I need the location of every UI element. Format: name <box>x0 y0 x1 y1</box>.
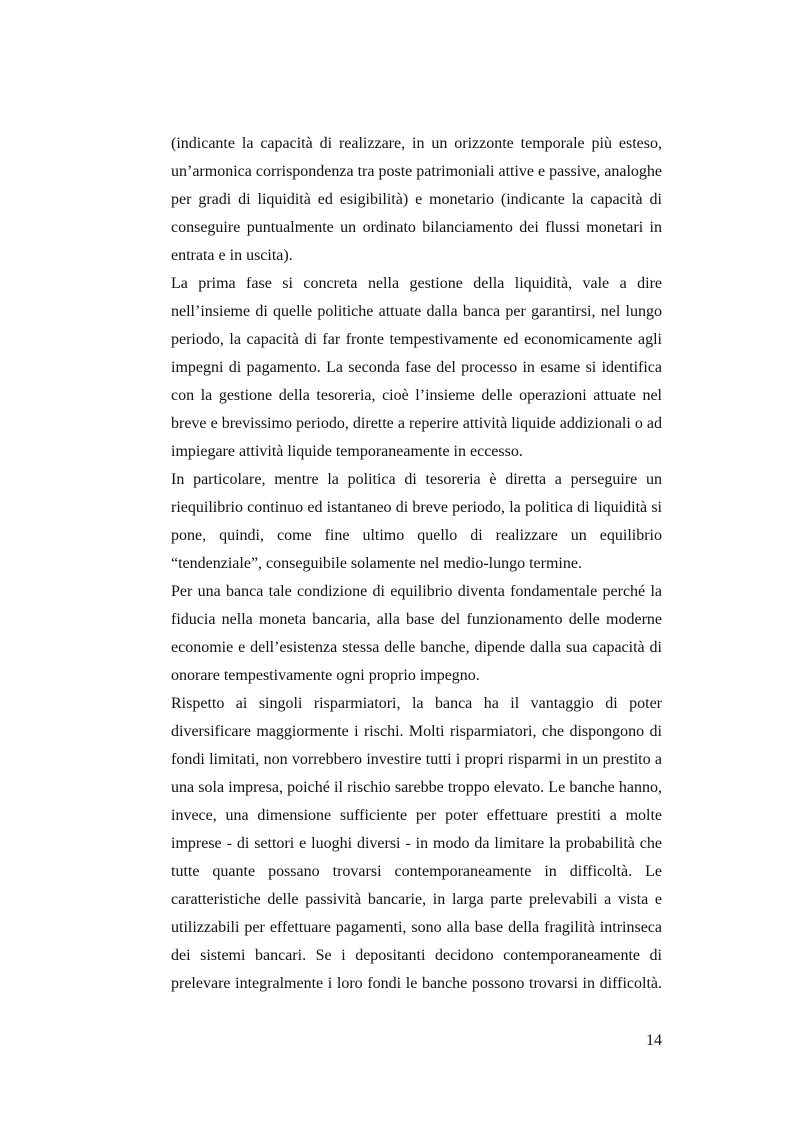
text-line: invece, una dimensione sufficiente per poter effettuare prestiti a molte <box>171 807 662 824</box>
text-line: con la gestione della tesoreria, cioè l’insieme delle operazioni attuate nel <box>171 387 662 404</box>
text-line: Per una banca tale condizione di equilibrio diventa fondamentale perché la <box>171 583 662 600</box>
page-number: 14 <box>646 1032 662 1049</box>
text-line: periodo, la capacità di far fronte tempestivamente ed economicamente agli <box>171 331 662 348</box>
text-line: La prima fase si concreta nella gestione della liquidità, vale a dire <box>171 275 662 292</box>
text-line: prelevare integralmente i loro fondi le banche possono trovarsi in difficoltà. <box>171 975 662 992</box>
text-line: breve e brevissimo periodo, dirette a reperire attività liquide addizionali o ad <box>171 415 662 432</box>
text-line: diversificare maggiormente i rischi. Molti risparmiatori, che dispongono di <box>171 723 662 740</box>
text-line: una sola impresa, poiché il rischio sarebbe troppo elevato. Le banche hanno, <box>171 779 662 796</box>
text-line: economie e dell’esistenza stessa delle banche, dipende dalla sua capacità di <box>171 639 662 656</box>
text-line: fiducia nella moneta bancaria, alla base del funzionamento delle moderne <box>171 611 662 628</box>
text-line: pone, quindi, come fine ultimo quello di realizzare un equilibrio <box>171 527 662 544</box>
text-line: tutte quante possano trovarsi contemporaneamente in difficoltà. Le <box>171 863 662 880</box>
text-line: onorare tempestivamente ogni proprio impegno. <box>171 667 480 684</box>
text-line: impiegare attività liquide temporaneamente in eccesso. <box>171 443 523 460</box>
text-line: (indicante la capacità di realizzare, in un orizzonte temporale più esteso, <box>171 135 662 152</box>
text-line: entrata e in uscita). <box>171 247 293 264</box>
text-line: utilizzabili per effettuare pagamenti, sono alla base della fragilità intrinseca <box>171 919 662 936</box>
text-line: Rispetto ai singoli risparmiatori, la banca ha il vantaggio di poter <box>171 695 662 712</box>
text-line: riequilibrio continuo ed istantaneo di breve periodo, la politica di liquidità si <box>171 499 662 516</box>
text-line: imprese - di settori e luoghi diversi - in modo da limitare la probabilità che <box>171 835 662 852</box>
text-line: In particolare, mentre la politica di tesoreria è diretta a perseguire un <box>171 471 662 488</box>
text-line: per gradi di liquidità ed esigibilità) e monetario (indicante la capacità di <box>171 191 662 208</box>
text-line: nell’insieme di quelle politiche attuate dalla banca per garantirsi, nel lungo <box>171 303 662 320</box>
text-line: fondi limitati, non vorrebbero investire tutti i propri risparmi in un prestito a <box>171 751 662 768</box>
text-line: dei sistemi bancari. Se i depositanti decidono contemporaneamente di <box>171 947 662 964</box>
text-line: un’armonica corrispondenza tra poste patrimoniali attive e passive, analoghe <box>171 163 662 180</box>
text-line: conseguire puntualmente un ordinato bilanciamento dei flussi monetari in <box>171 219 662 236</box>
text-line: caratteristiche delle passività bancarie, in larga parte prelevabili a vista e <box>171 891 662 908</box>
text-line: “tendenziale”, conseguibile solamente nel medio-lungo termine. <box>171 555 582 572</box>
text-line: impegni di pagamento. La seconda fase del processo in esame si identifica <box>171 359 662 376</box>
